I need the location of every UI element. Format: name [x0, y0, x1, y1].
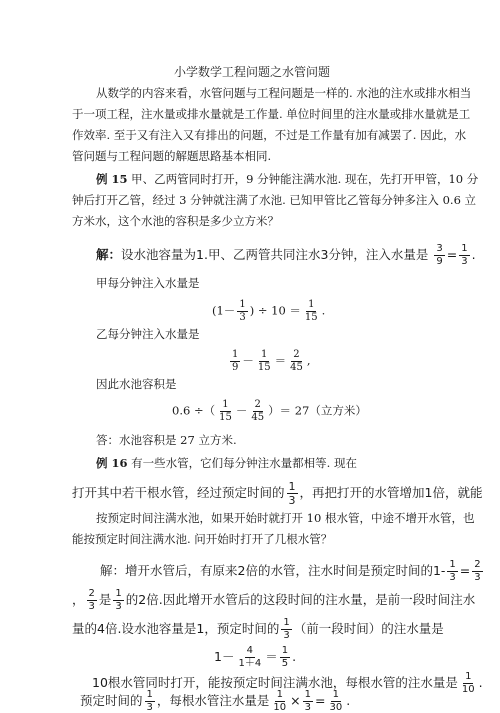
- fraction: $\frac{1}{3}$: [461, 243, 468, 267]
- fraction: $\frac{1}{3}$: [115, 588, 122, 612]
- equation-yi-rate: $\frac{1}{9}$ － $\frac{1}{15}$ ＝ $\frac{2}{45}$ ,: [232, 349, 311, 373]
- yi-rate-label: 乙每分钟注入水量是: [96, 327, 200, 341]
- example-15-text-1: 甲、乙两管同时打开，9 分钟能注满水池. 现在，先打开甲管，10 分: [131, 172, 479, 186]
- fraction: $\frac{2}{45}$: [290, 349, 303, 373]
- example-16-line-4: 能按预定时间注满水池. 问开始时打开了几根水管？: [72, 532, 333, 546]
- example-15-solution: 解：设水池容量为1.甲、乙两管共同注水3分钟，注入水量是 $\frac{3}{9}$ = $\frac{1}{3}$ .: [96, 243, 476, 267]
- jia-rate-label: 甲每分钟注入水量是: [96, 276, 200, 290]
- fraction: $\frac{4}{1+4}$: [238, 645, 262, 669]
- fraction: $\frac{1}{3}$: [283, 617, 290, 641]
- equation-first-period: 1－ $\frac{4}{1+4}$ ＝ $\frac{1}{5}$ .: [214, 645, 297, 669]
- fraction: $\frac{2}{3}$: [88, 588, 95, 612]
- fraction: $\frac{1}{10}$: [273, 689, 287, 713]
- example-16-solution-2: ， $\frac{2}{3}$ 是 $\frac{1}{3}$ 的2倍.因此增开水管后的这段时间的注水量，是前一段时间注水: [72, 588, 476, 612]
- example-16-line-3: 按预定时间注满水池，如果开始时就打开 10 根水管，中途不增开水管，也: [96, 511, 475, 525]
- fraction: $\frac{1}{30}$: [329, 689, 343, 713]
- fraction: $\frac{1}{15}$: [219, 399, 232, 423]
- example-15-line-2: 钟后打开乙管，经过 3 分钟就注满了水池. 已知甲管比乙管每分钟多注入 0.6 立: [72, 193, 477, 207]
- example-16-solution-4: 10根水管同时打开，能按预定时间注满水池，每根水管的注水量是 $\frac{1}{10}$ .: [92, 671, 483, 695]
- equation-volume: 0.6 ÷（ $\frac{1}{15}$ － $\frac{2}{45}$ ）＝ 27（立方米）: [172, 399, 367, 423]
- fraction: $\frac{1}{3}$: [304, 689, 311, 713]
- example-15-answer: 答：水池容积是 27 立方米.: [96, 433, 237, 447]
- intro-line-4: 管问题与工程问题的解题思路基本相同.: [72, 149, 272, 163]
- intro-line-3: 作效率. 至于又有注入又有排出的问题，不过是工作量有加有减罢了. 因此，水: [72, 128, 467, 142]
- example-15-label: 例 15: [96, 172, 128, 186]
- fraction: $\frac{1}{10}$: [461, 671, 475, 695]
- fraction: $\frac{1}{3}$: [239, 299, 246, 323]
- fraction: $\frac{1}{3}$: [449, 559, 456, 583]
- fraction: $\frac{2}{45}$: [251, 399, 265, 423]
- intro-line-2: 于一项工程，注水量或排水量就是工作量. 单位时间里的注水量或排水量就是工: [72, 107, 471, 121]
- example-16-line-2: 打开其中若干根水管，经过预定时间的 $\frac{1}{3}$ ，再把打开的水管增加1倍，就能: [72, 480, 483, 507]
- solution-label: 解：: [96, 247, 122, 262]
- volume-label: 因此水池容积是: [96, 377, 177, 391]
- fraction: $\frac{1}{15}$: [304, 299, 318, 323]
- fraction: $\frac{1}{3}$: [146, 689, 153, 713]
- fraction: $\frac{1}{5}$: [281, 645, 289, 669]
- intro-line-1: 从数学的内容来看，水管问题与工程问题是一样的. 水池的注水或排水相当: [96, 86, 472, 100]
- example-16-solution-5: 预定时间的 $\frac{1}{3}$ ，每根水管注水量是 $\frac{1}{10}$ × $\frac{1}{3}$ = $\frac{1}{30}$ .: [80, 689, 351, 713]
- fraction: $\frac{1}{9}$: [232, 349, 239, 373]
- fraction: $\frac{1}{15}$: [257, 349, 271, 373]
- example-16-solution-3: 量的4倍.设水池容量是1，预定时间的 $\frac{1}{3}$ （前一段时间）的注水量是: [72, 617, 444, 641]
- equation-jia-rate: (1－ $\frac{1}{3}$ ) ÷ 10 ＝ $\frac{1}{15}$ .: [212, 299, 326, 323]
- example-15-line-1: [96, 171, 478, 187]
- solution-text: 设水池容量为1.甲、乙两管共同注水3分钟，注入水量是: [121, 247, 429, 262]
- fraction: $\frac{2}{3}$: [474, 559, 481, 583]
- page-title: 小学数学工程问题之水管问题: [174, 65, 331, 79]
- fraction: $\frac{3}{9}$: [436, 243, 443, 267]
- example-16-label: 例 16: [96, 456, 128, 470]
- example-16-solution-1: 解：增开水管后，有原来2倍的水管，注水时间是预定时间的1- $\frac{1}{3}$ = $\frac{2}{3}$: [100, 559, 481, 583]
- example-16-line-1: 例 16 有一些水管，它们每分钟注水量都相等. 现在: [96, 456, 357, 470]
- example-15-line-3: 方米水，这个水池的容积是多少立方米？: [72, 214, 279, 228]
- fraction: $\frac{1}{3}$: [288, 480, 296, 507]
